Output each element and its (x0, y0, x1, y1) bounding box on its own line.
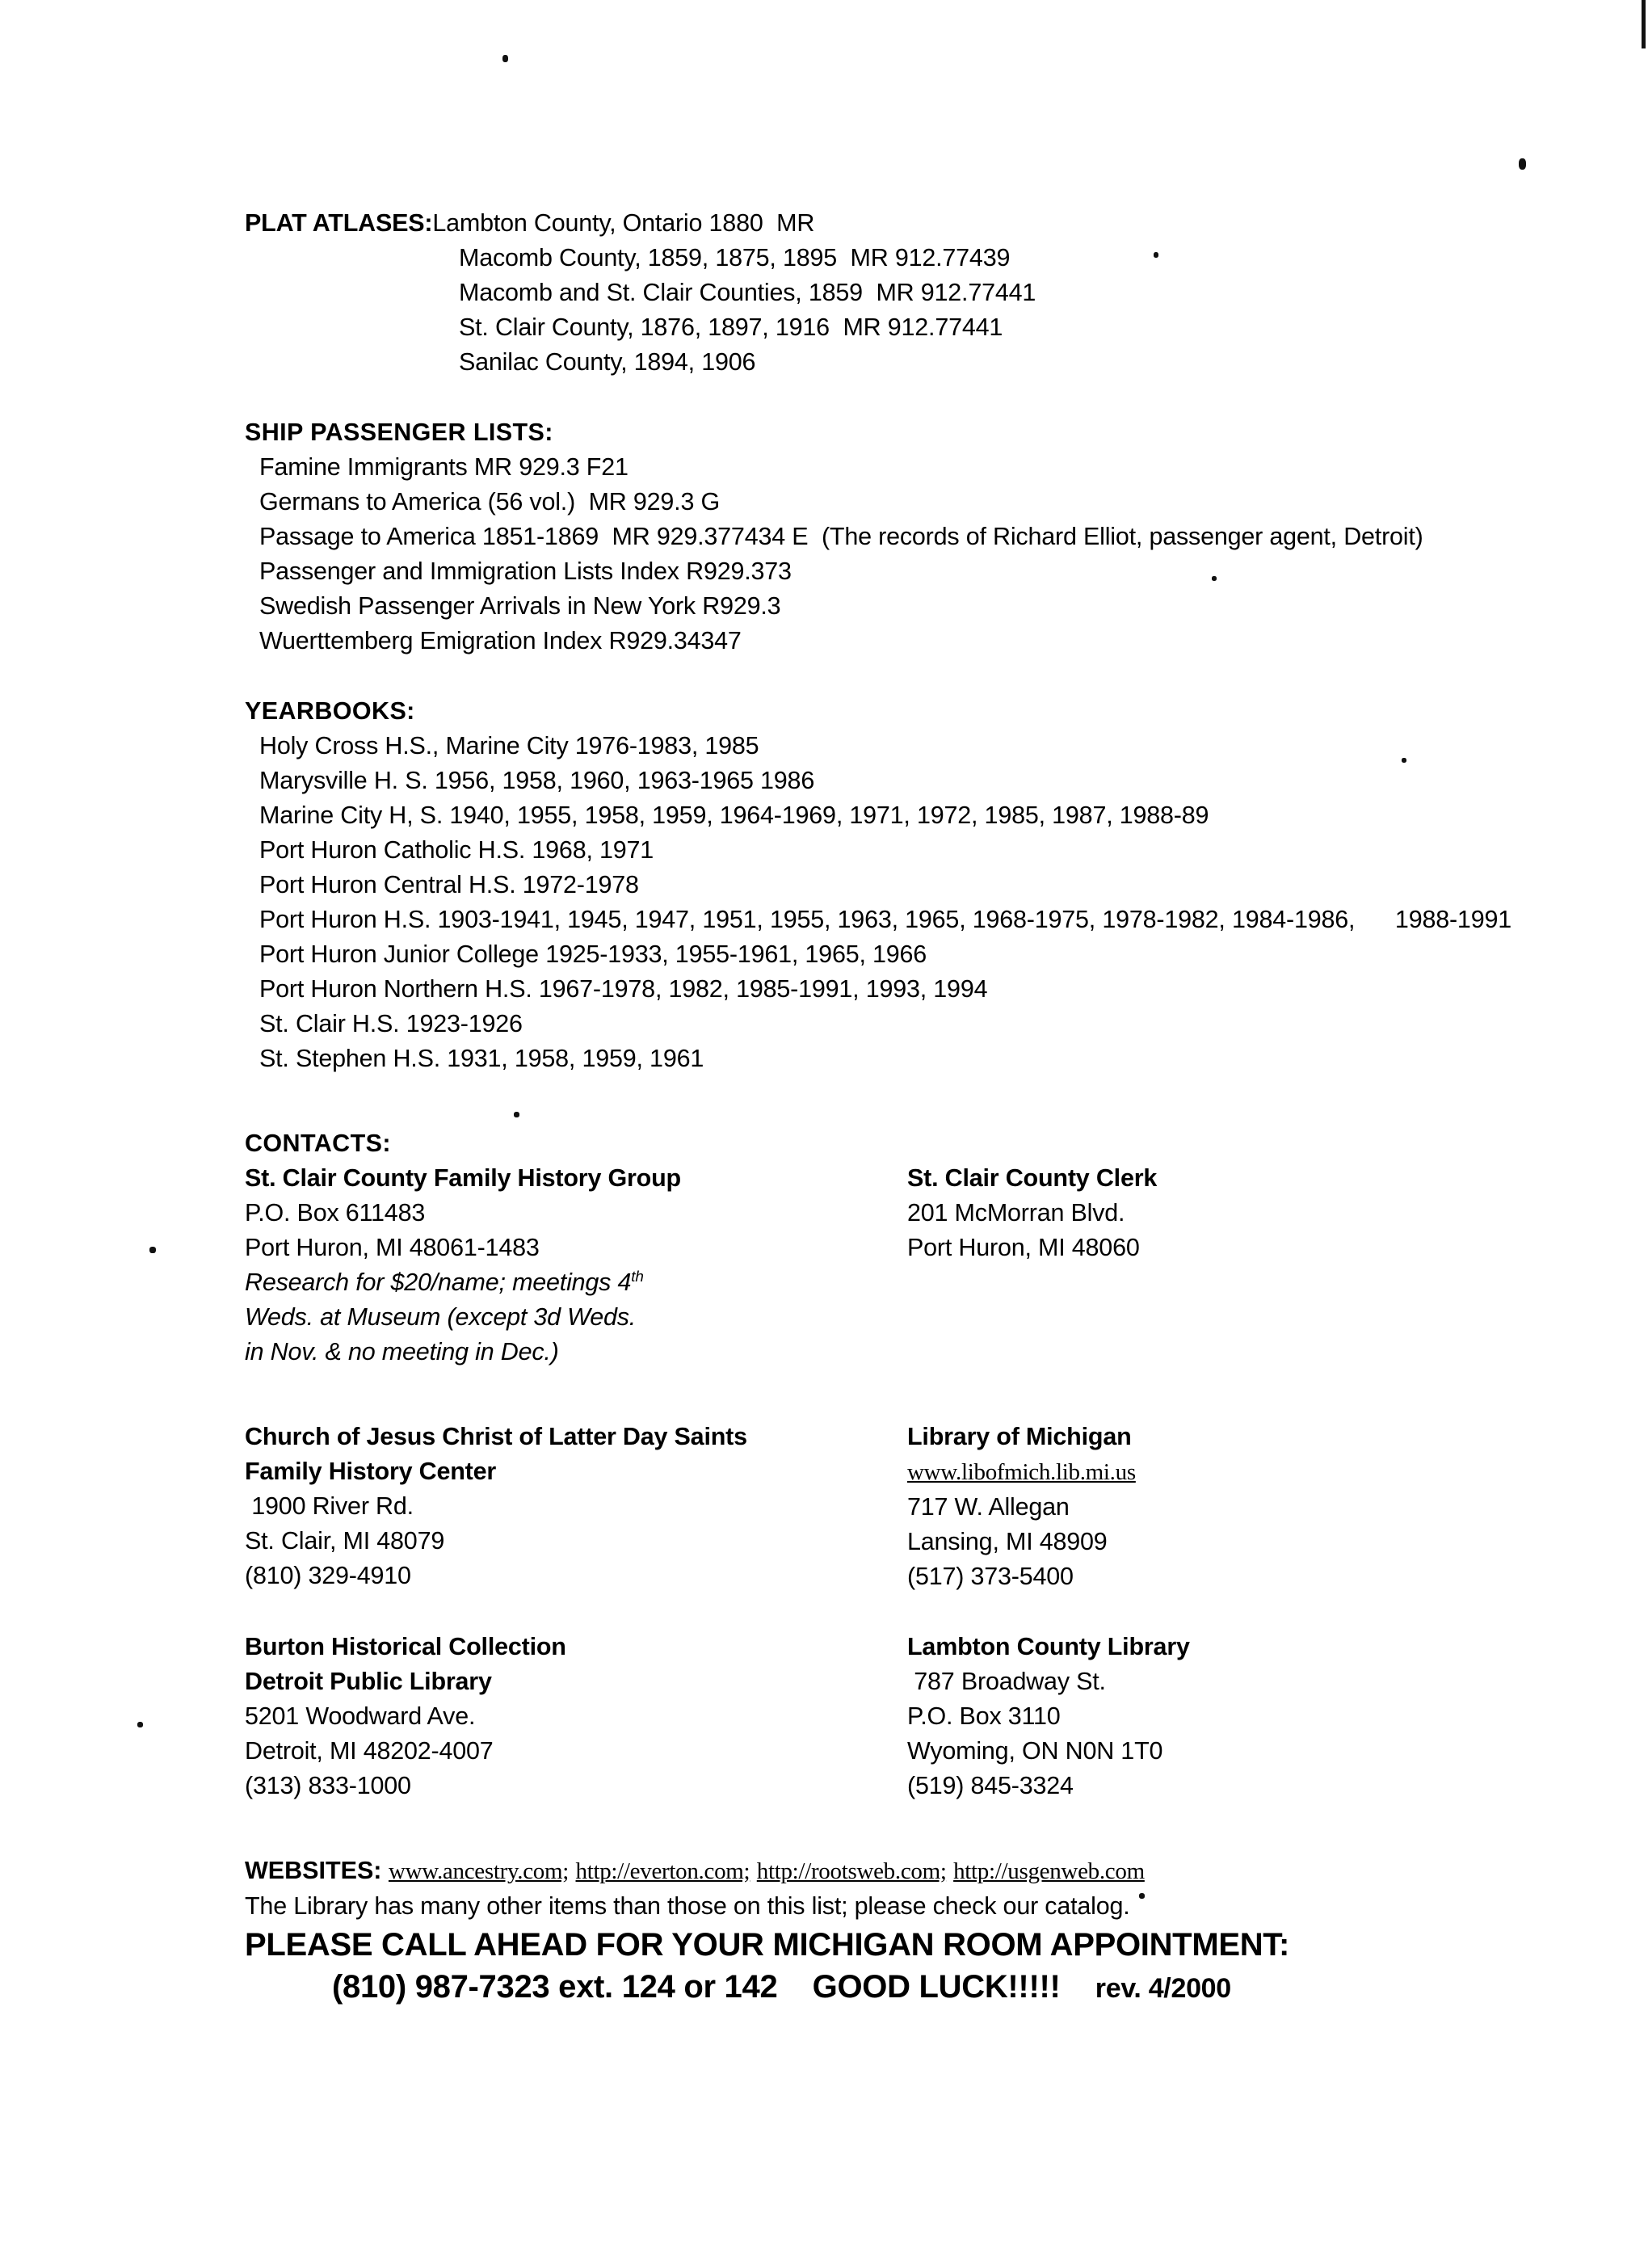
scan-speck (149, 1247, 156, 1253)
contact-name: Family History Center (245, 1458, 497, 1485)
contact-name: Lambton County Library (907, 1633, 1190, 1660)
section-ship-passenger-lists (245, 415, 1553, 659)
yearbook-item: St. Clair H.S. 1923-1926 (259, 1010, 523, 1037)
contact-name: St. Clair County Clerk (907, 1164, 1158, 1192)
ship-passenger-lists-heading: SHIP PASSENGER LISTS: (245, 419, 553, 446)
contact-card (245, 1420, 907, 1593)
appointment-phone: (810) 987-7323 ext. 124 or 142 (332, 1969, 778, 2005)
call-ahead-details (245, 1966, 1553, 2009)
contact-address-line: P.O. Box 3110 (907, 1702, 1061, 1730)
yearbook-item: Port Huron Junior College 1925-1933, 1955-1961, 1965, 1966 (259, 940, 927, 968)
plat-atlases-first-item: Lambton County, Ontario 1880 MR (432, 209, 815, 237)
contact-address-line: Lansing, MI 48909 (907, 1528, 1108, 1555)
contact-address-line: Port Huron, MI 48061-1483 (245, 1234, 540, 1261)
contact-card (907, 1420, 1537, 1594)
contact-name: St. Clair County Family History Group (245, 1164, 681, 1192)
plat-atlases-item: Macomb and St. Clair Counties, 1859 MR 912.77441 (459, 279, 1036, 306)
websites-heading: WEBSITES: (245, 1857, 382, 1884)
yearbook-item: St. Stephen H.S. 1931, 1958, 1959, 1961 (259, 1045, 704, 1072)
plat-atlases-heading-line (245, 206, 1553, 241)
contact-card (907, 1161, 1537, 1265)
ship-passenger-item: Passenger and Immigration Lists Index R929.373 (259, 558, 792, 585)
contact-address-line: Wyoming, ON N0N 1T0 (907, 1737, 1163, 1765)
contact-address-line: St. Clair, MI 48079 (245, 1527, 445, 1555)
contact-name: Detroit Public Library (245, 1668, 492, 1695)
section-plat-atlases (245, 206, 1553, 380)
good-luck-text: GOOD LUCK!!!!! (812, 1969, 1061, 2005)
contact-card (245, 1630, 907, 1803)
contact-address-line: P.O. Box 611483 (245, 1199, 426, 1227)
plat-atlases-item: St. Clair County, 1876, 1897, 1916 MR 912.77441 (459, 313, 1003, 341)
contact-address-line: 787 Broadway St. (907, 1668, 1106, 1695)
contact-card (245, 1161, 907, 1370)
spacer (245, 1370, 1553, 1420)
plat-atlases-item: Macomb County, 1859, 1875, 1895 MR 912.77439 (459, 244, 1011, 271)
website-url[interactable]: http://usgenweb.com (953, 1858, 1145, 1884)
contact-address-line: Detroit, MI 48202-4007 (245, 1737, 494, 1765)
yearbook-item: Port Huron Central H.S. 1972-1978 (259, 871, 639, 898)
website-url[interactable]: www.ancestry.com; (388, 1858, 570, 1884)
ship-passenger-item: Passage to America 1851-1869 MR 929.377434 E (The records of Richard Elliot, passenger agent, Detroit) (259, 523, 1423, 550)
website-url[interactable]: http://rootsweb.com; (756, 1858, 947, 1884)
contact-card (907, 1630, 1537, 1803)
contact-phone: (313) 833-1000 (245, 1772, 411, 1799)
contact-note-text: Research for $20/name; meetings 4 (245, 1269, 632, 1296)
plat-atlases-heading: PLAT ATLASES: (245, 209, 433, 237)
scan-speck (137, 1722, 143, 1727)
contact-note-line (245, 1265, 907, 1300)
contact-address-line: Port Huron, MI 48060 (907, 1234, 1140, 1261)
yearbook-item: Port Huron H.S. 1903-1941, 1945, 1947, 1951, 1955, 1963, 1965, 1968-1975, 1978-1982, 1984-1986, 1988-1991 (259, 906, 1511, 933)
section-yearbooks (245, 694, 1553, 1076)
call-ahead-notice: PLEASE CALL AHEAD FOR YOUR MICHIGAN ROOM APPOINTMENT: (245, 1927, 1290, 1963)
contact-address-line: 717 W. Allegan (907, 1493, 1070, 1521)
yearbooks-heading: YEARBOOKS: (245, 697, 415, 725)
contact-name: Library of Michigan (907, 1423, 1132, 1450)
revision-date: rev. 4/2000 (1095, 1973, 1231, 2004)
section-websites (245, 1854, 1553, 2009)
yearbook-item: Marysville H. S. 1956, 1958, 1960, 1963-1965 1986 (259, 767, 815, 794)
contact-address-line: 1900 River Rd. (245, 1492, 414, 1520)
contact-url[interactable]: www.libofmich.lib.mi.us (907, 1459, 1136, 1485)
contact-note-line: in Nov. & no meeting in Dec.) (245, 1338, 559, 1365)
yearbook-item: Port Huron Catholic H.S. 1968, 1971 (259, 836, 654, 864)
plat-atlases-item: Sanilac County, 1894, 1906 (459, 348, 756, 376)
contacts-group (245, 1161, 1553, 1370)
ordinal-suffix: th (631, 1268, 644, 1285)
contact-address-line: 201 McMorran Blvd. (907, 1199, 1125, 1227)
section-contacts (245, 1126, 1553, 1803)
ship-passenger-item: Swedish Passenger Arrivals in New York R929.3 (259, 592, 781, 620)
websites-line (245, 1854, 1553, 1889)
contact-note-line: Weds. at Museum (except 3d Weds. (245, 1303, 637, 1331)
spacer (245, 1076, 1553, 1126)
yearbook-item: Holy Cross H.S., Marine City 1976-1983, 1985 (259, 732, 759, 760)
ship-passenger-item: Wuerttemberg Emigration Index R929.34347 (259, 627, 742, 654)
contact-phone: (810) 329-4910 (245, 1562, 411, 1589)
document-body (245, 206, 1553, 2009)
website-url[interactable]: http://everton.com; (575, 1858, 750, 1884)
contacts-heading: CONTACTS: (245, 1130, 391, 1157)
spacer (245, 1803, 1553, 1854)
contact-url-line (907, 1454, 1537, 1490)
contacts-group (245, 1420, 1553, 1594)
spacer (245, 380, 1553, 415)
contact-phone: (517) 373-5400 (907, 1563, 1074, 1590)
scan-speck (502, 55, 508, 62)
contact-name: Burton Historical Collection (245, 1633, 566, 1660)
catalog-note: The Library has many other items than those on this list; please check our catalog. (245, 1892, 1130, 1920)
scan-edge-artifact (1642, 0, 1646, 48)
scan-speck (1519, 158, 1526, 170)
ship-passenger-item: Germans to America (56 vol.) MR 929.3 G (259, 488, 721, 515)
spacer (245, 659, 1553, 694)
contacts-group (245, 1630, 1553, 1803)
ship-passenger-item: Famine Immigrants MR 929.3 F21 (259, 453, 629, 481)
contact-name: Church of Jesus Christ of Latter Day Saints (245, 1423, 747, 1450)
spacer (245, 1594, 1553, 1630)
yearbook-item: Port Huron Northern H.S. 1967-1978, 1982, 1985-1991, 1993, 1994 (259, 975, 988, 1003)
contact-address-line: 5201 Woodward Ave. (245, 1702, 476, 1730)
yearbook-item: Marine City H, S. 1940, 1955, 1958, 1959, 1964-1969, 1971, 1972, 1985, 1987, 1988-89 (259, 802, 1209, 829)
contact-phone: (519) 845-3324 (907, 1772, 1074, 1799)
